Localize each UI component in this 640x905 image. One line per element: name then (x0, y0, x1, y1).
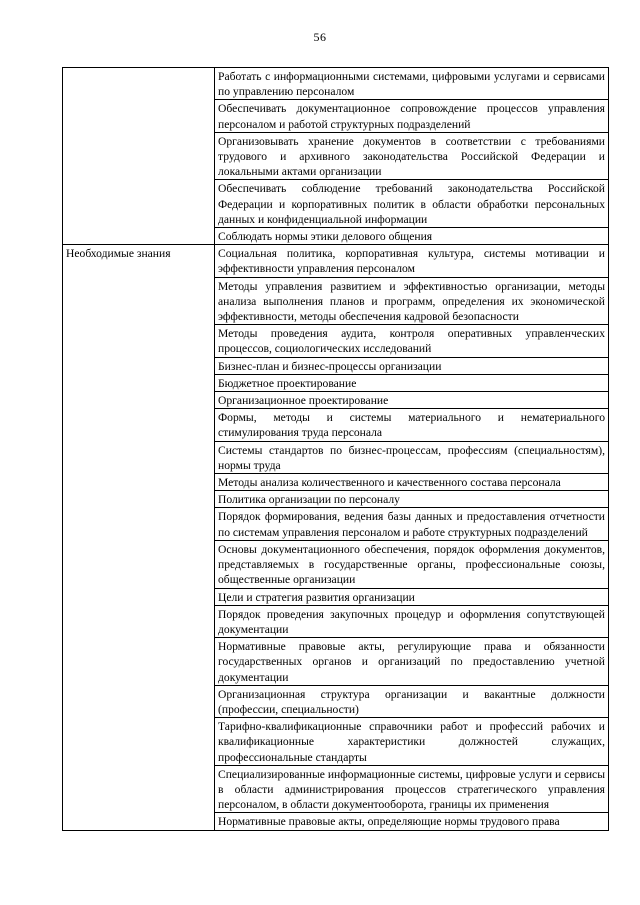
table-body (63, 68, 609, 831)
requirement-text: Методы управления развитием и эффективностью организации, методы анализа выполнения планов и программ, определения их экономической эффективности, методы обеспечения кадровой безопасности (218, 279, 605, 324)
requirement-cell (215, 508, 609, 540)
requirement-text: Методы проведения аудита, контроля оперативных управленческих процессов, социологических исследований (218, 327, 605, 356)
requirement-text: Обеспечивать документационное сопровождение процессов управления персоналом и работой структурных подразделений (218, 102, 605, 131)
requirement-text: Методы анализа количественного и качественного состава персонала (218, 476, 561, 490)
section-label (63, 68, 215, 245)
requirement-text: Бюджетное проектирование (218, 376, 357, 390)
requirement-cell (215, 100, 609, 132)
requirement-cell (215, 68, 609, 100)
requirement-cell (215, 441, 609, 473)
page-number: 56 (313, 30, 327, 44)
requirement-text: Порядок проведения закупочных процедур и оформления сопутствующей документации (218, 607, 605, 636)
requirement-text: Социальная политика, корпоративная культура, системы мотивации и эффективности управления персоналом (218, 247, 605, 276)
requirement-text: Работать с информационными системами, цифровыми услугами и сервисами по управлению персоналом (218, 70, 605, 99)
requirement-text: Формы, методы и системы материального и нематериального стимулирования труда персонала (218, 411, 605, 440)
requirement-text: Цели и стратегия развития организации (218, 590, 415, 604)
requirement-cell (215, 277, 609, 325)
requirement-cell (215, 409, 609, 441)
requirement-text: Соблюдать нормы этики делового общения (218, 230, 433, 244)
requirement-text: Специализированные информационные системы, цифровые услуги и сервисы в области администрирования процессов стратегического управления персоналом, в области документооборота, границы их применения (218, 767, 605, 812)
table-row (63, 68, 609, 100)
requirement-cell (215, 685, 609, 717)
requirement-text: Бизнес-план и бизнес-процессы организации (218, 359, 442, 373)
requirement-cell (215, 180, 609, 228)
requirement-text: Политика организации по персоналу (218, 493, 400, 507)
requirement-cell (215, 491, 609, 508)
requirement-cell (215, 474, 609, 491)
requirement-text: Нормативные правовые акты, регулирующие права и обязанности государственных органов и организаций по предоставлению учетной документации (218, 640, 605, 684)
requirement-text: Организовывать хранение документов в соответствии с требованиями трудового и архивного законодательства Российской Федерации и локальными актами организации (218, 134, 605, 179)
requirement-cell (215, 638, 609, 686)
requirements-table (62, 67, 609, 831)
requirement-cell (215, 605, 609, 637)
requirement-cell (215, 540, 609, 588)
table-row (63, 245, 609, 277)
requirement-cell (215, 718, 609, 766)
requirement-text: Системы стандартов по бизнес-процессам, профессиям (специальностям), нормы труда (218, 443, 605, 472)
requirement-cell (215, 325, 609, 357)
requirement-cell (215, 132, 609, 180)
requirement-text: Порядок формирования, ведения базы данных и предоставления отчетности по системам управления персоналом и работе структурных подразделений (218, 510, 605, 539)
requirement-cell (215, 765, 609, 813)
requirement-cell (215, 392, 609, 409)
requirement-cell (215, 588, 609, 605)
requirement-cell (215, 245, 609, 277)
requirement-cell (215, 374, 609, 391)
requirement-cell (215, 357, 609, 374)
requirement-text: Обеспечивать соблюдение требований законодательства Российской Федерации и корпоративных политик в области обработки персональных данных и конфиденциальной информации (218, 182, 605, 226)
requirement-text: Основы документационного обеспечения, порядок оформления документов, представляемых в государственные органы, профессиональные союзы, общественные организации (218, 542, 605, 587)
requirement-text: Нормативные правовые акты, определяющие нормы трудового права (218, 815, 560, 829)
requirement-text: Тарифно-квалификационные справочники работ и профессий рабочих и квалификационные характеристики должностей служащих, профессиональные стандарты (218, 720, 605, 764)
requirement-text: Организационная структура организации и вакантные должности (профессии, специальности) (218, 687, 605, 716)
section-label: Необходимые знания (63, 245, 215, 830)
requirement-cell (215, 813, 609, 830)
requirement-text: Организационное проектирование (218, 394, 389, 408)
requirement-cell (215, 228, 609, 245)
